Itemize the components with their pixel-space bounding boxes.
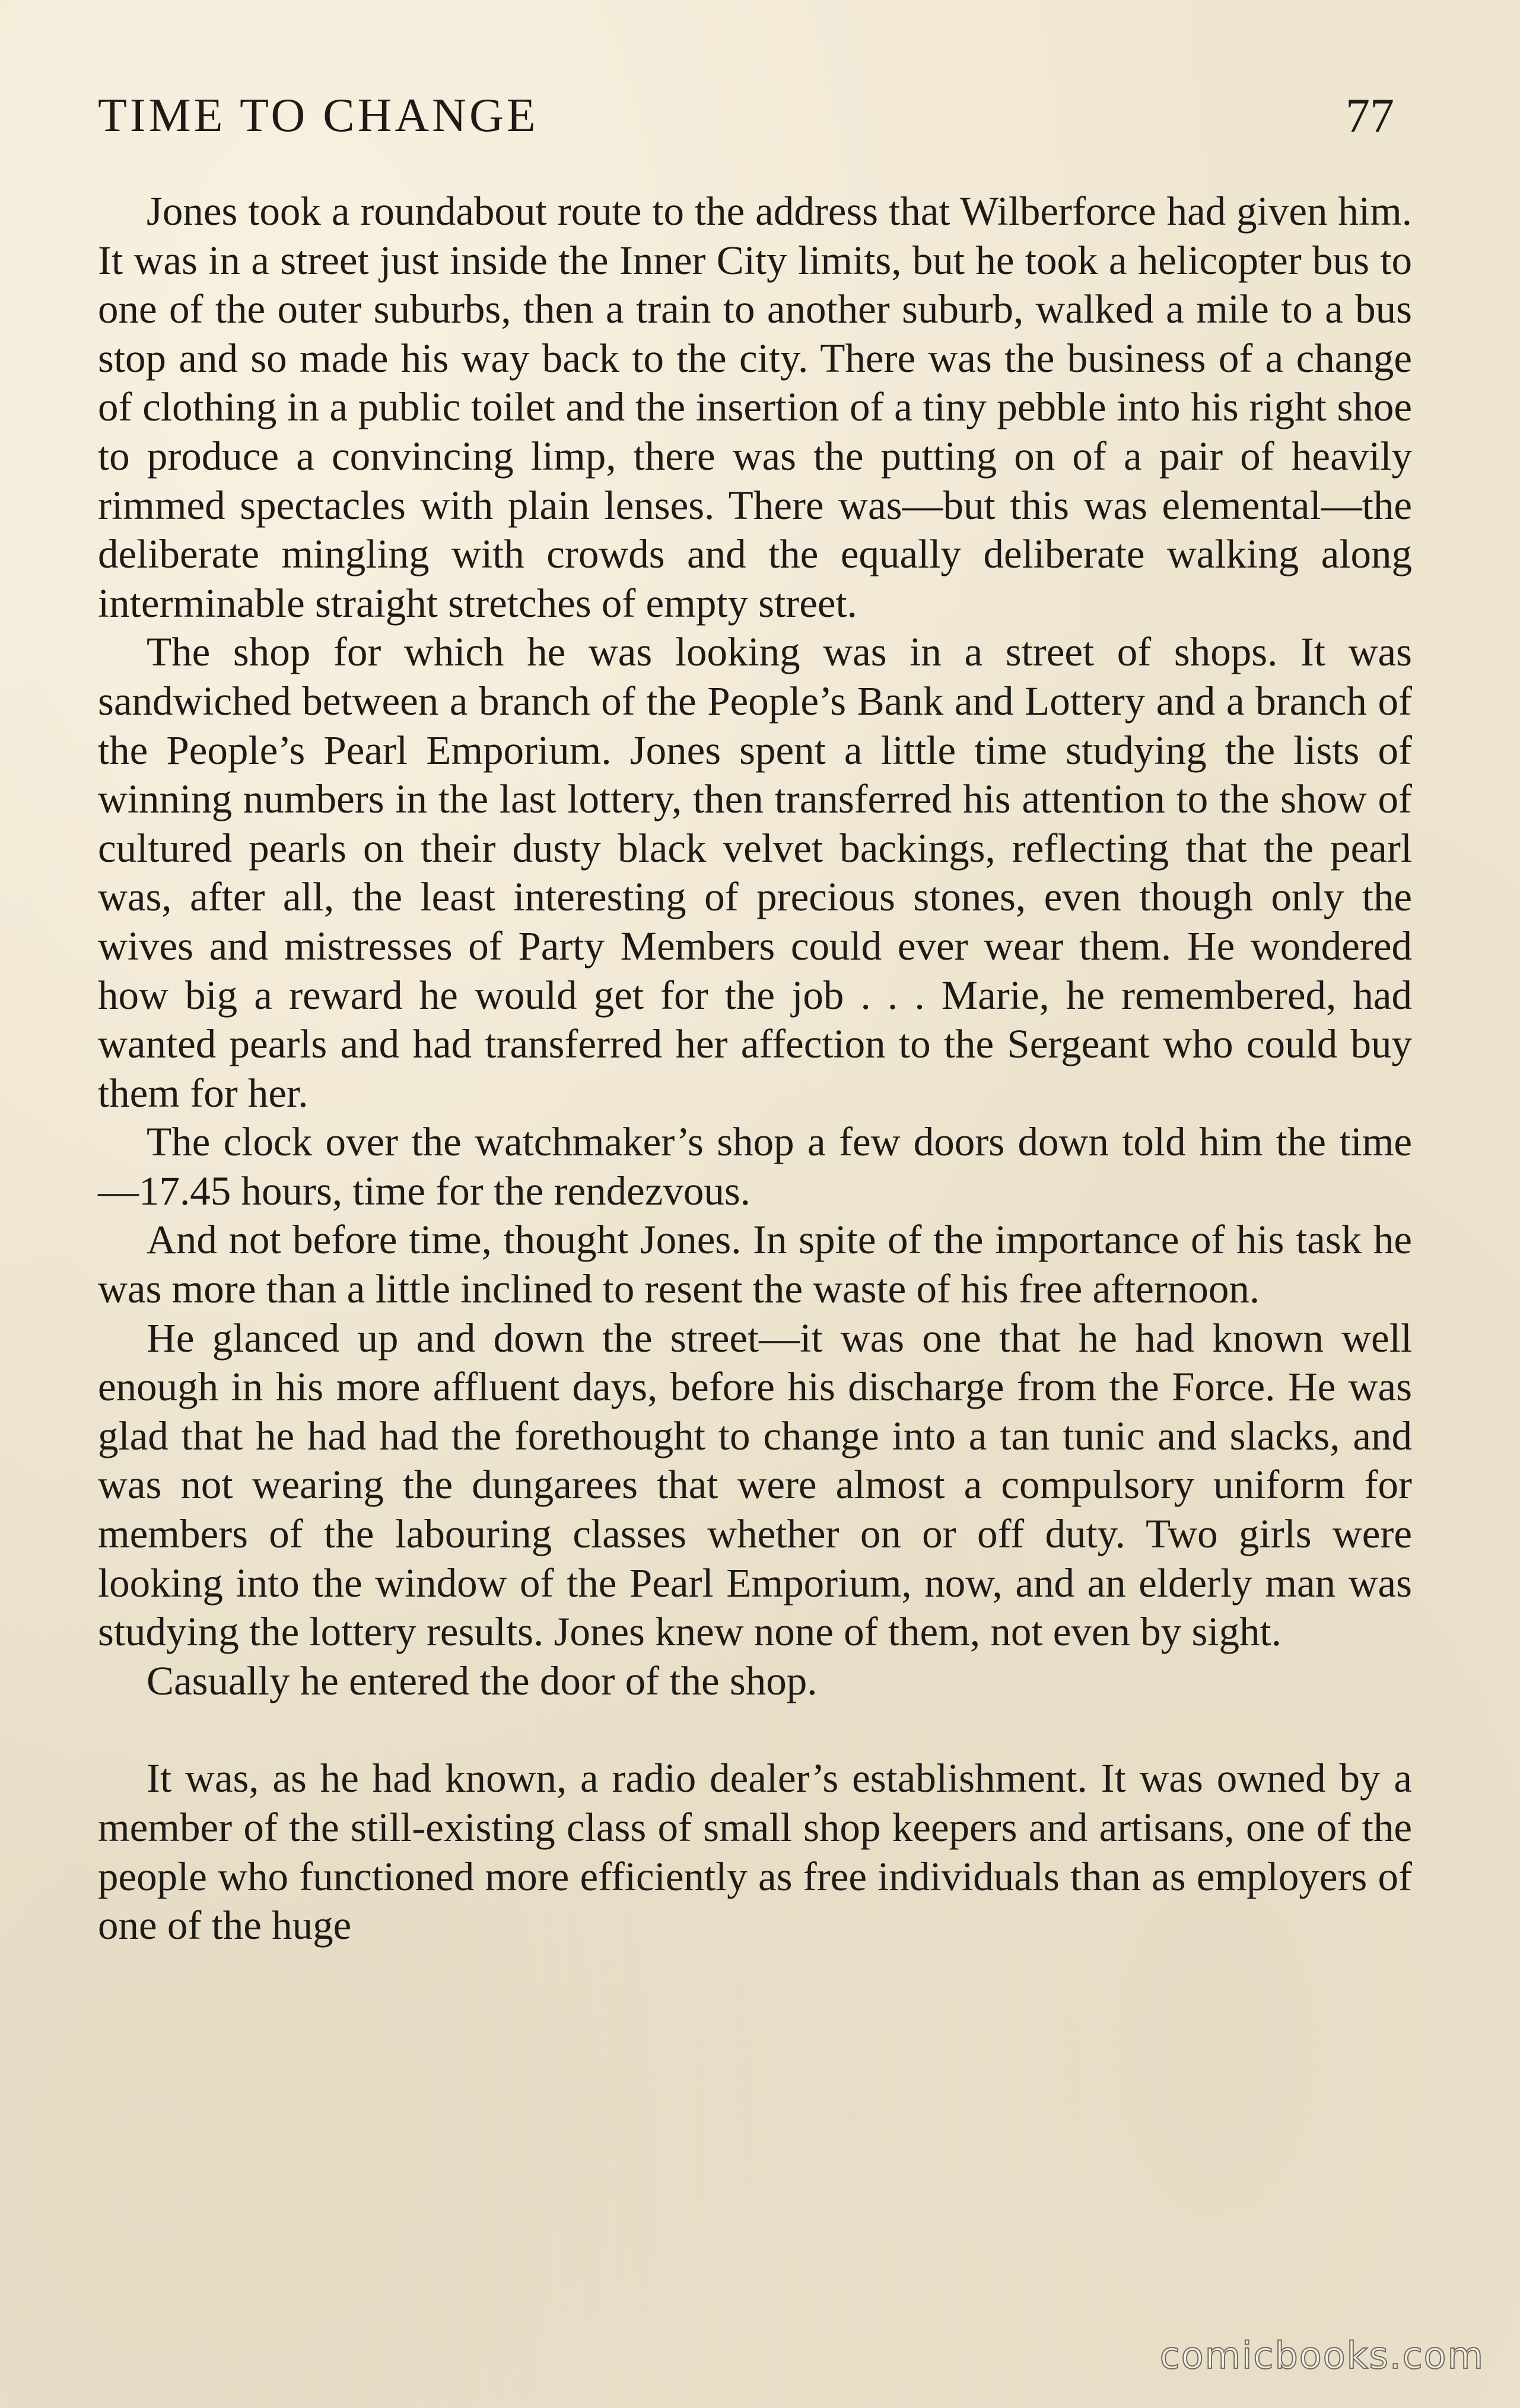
page-number: 77 [1346, 88, 1394, 142]
paragraph: Jones took a roundabout route to the address that Wilberforce had given him. It was in a street just inside the Inner City limits, but he took a helicopter bus to one of the outer suburbs, then a train to another suburb, walked a mile to a bus stop and so made his way back to the city. There was the business of a change of clothing in a public toilet and the insertion of a tiny pebble into his right shoe to produce a convincing limp, there was the putting on of a pair of heavily rimmed spectacles with plain lenses. There was—but this was elemental—the deliberate mingling with crowds and the equally deliberate walking along interminable straight stretches of empty street. [98, 189, 1412, 626]
running-title: TIME TO CHANGE [98, 90, 539, 142]
paragraph: The clock over the watchmaker’s shop a few doors down told him the time—17.45 hours, time for the rendezvous. [98, 1119, 1412, 1213]
paragraph: He glanced up and down the street—it was one that he had known well enough in his more affluent days, before his discharge from the Force. He was glad that he had had the forethought to change into a tan tunic and slacks, and was not wearing the dungarees that were almost a compulsory uniform for members of the labouring classes whether on or off duty. Two girls were looking into the window of the Pearl Emporium, now, and an elderly man was studying the lottery results. Jones knew none of them, not even by sight. [98, 1315, 1412, 1655]
paragraph: The shop for which he was looking was in a street of shops. It was sandwiched between a branch of the People’s Bank and Lottery and a branch of the People’s Pearl Emporium. Jones spent a little time studying the lists of winning numbers in the last lottery, then transferred his attention to the show of cultured pearls on their dusty black velvet backings, reflecting that the pearl was, after all, the least interesting of precious stones, even though only the wives and mistresses of Party Members could ever wear them. He wondered how big a reward he would get for the job . . . Marie, he remembered, had wanted pearls and had transferred her affection to the Sergeant who could buy them for her. [98, 629, 1412, 1116]
watermark: comicbooks.com [1159, 2334, 1484, 2377]
paragraph: It was, as he had known, a radio dealer’s establishment. It was owned by a member of the still-existing class of small shop keepers and artisans, one of the people who functioned more efficiently as free individuals than as employers of one of the huge [98, 1756, 1412, 1948]
body-text [98, 187, 1412, 1950]
section-break [98, 1705, 1412, 1754]
paragraph: Casually he entered the door of the shop. [147, 1658, 818, 1703]
running-head [98, 83, 1412, 148]
paragraph: And not before time, thought Jones. In spite of the importance of his task he was more than a little inclined to resent the waste of his free afternoon. [98, 1217, 1412, 1312]
